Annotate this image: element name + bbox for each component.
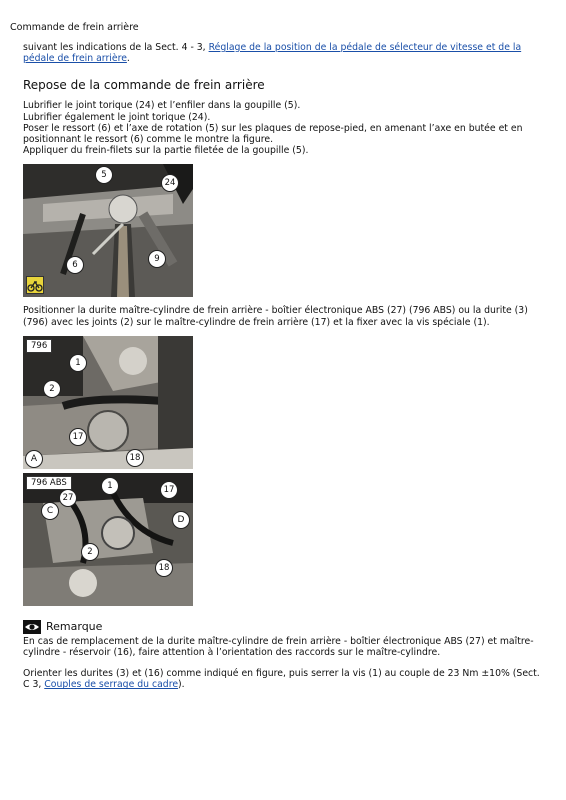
callout-1-abs: 1 [101,477,119,495]
note-heading [23,620,543,634]
figure-796-photo [23,336,193,469]
callout-1: 1 [69,354,87,372]
callout-5: 5 [95,166,113,184]
callout-A: A [25,450,43,468]
figure-796-abs-label: 796 ABS [26,476,72,490]
callout-17-abs: 17 [160,481,178,499]
callout-6: 6 [66,256,84,274]
frame-torque-link[interactable]: Couples de serrage du cadre [44,679,179,691]
callout-C: C [41,502,59,520]
page-header: Commande de frein arrière [10,22,139,33]
gear-brake-pedal-link[interactable]: Réglage de la position de la pédale de sélecteur de vitesse et de la pédale de frein arrière [23,42,522,65]
intro-text: suivant les indications de la Sect. 4 - 3, [23,42,209,53]
callout-17: 17 [69,428,87,446]
figure-spring-pivot [23,164,193,297]
figure-796 [23,336,193,469]
callout-24: 24 [161,174,179,192]
callout-2: 2 [43,380,61,398]
figure-796-label: 796 [26,339,52,353]
callout-2-abs: 2 [81,543,99,561]
steps-list [23,100,543,156]
section-title: Repose de la commande de frein arrière [23,78,265,93]
figure-796-abs [23,473,193,606]
position-paragraph: Positionner la durite maître-cylindre de frein arrière - boîtier électronique ABS (27) (796 ABS) ou la durite (3) (796) avec les joints (2) sur le maître-cylindre de frein arrière (17) et la fixer avec la vis spéciale (1). [23,305,528,328]
intro-paragraph [23,42,543,64]
motorcycle-icon [26,276,44,294]
step-4: Appliquer du frein-filets sur la partie filetée de la goupille (5). [23,145,309,157]
step-3: Poser le ressort (6) et l’axe de rotation (5) sur les plaques de repose-pied, en amenant l’axe en butée et en positionnant le ressort (6) comme le montre la figure. [23,122,523,146]
callout-27: 27 [59,489,77,507]
callout-18: 18 [126,449,144,467]
final-text-end: ). [178,679,185,691]
callout-D: D [172,511,190,529]
note-text: En cas de remplacement de la durite maître-cylindre de frein arrière - boîtier électronique ABS (27) et maître-cylindre - réservoir (16), faire attention à l’orientation des raccords sur le maître-cylindre. [23,635,534,659]
final-text: Orienter les durites (3) et (16) comme indiqué en figure, puis serrer la vis (1) au couple de 23 Nm ±10% (Sect. C 3, [23,668,540,691]
step-2: Lubrifier également le joint torique (24). [23,111,211,123]
page-content [23,42,543,691]
callout-9: 9 [148,250,166,268]
final-paragraph [23,668,543,690]
callout-18-abs: 18 [155,559,173,577]
step-1: Lubrifier le joint torique (24) et l’enfiler dans la goupille (5). [23,100,301,112]
note-title: Remarque [46,620,103,634]
eye-icon [23,620,41,634]
intro-text-end: . [126,53,130,65]
